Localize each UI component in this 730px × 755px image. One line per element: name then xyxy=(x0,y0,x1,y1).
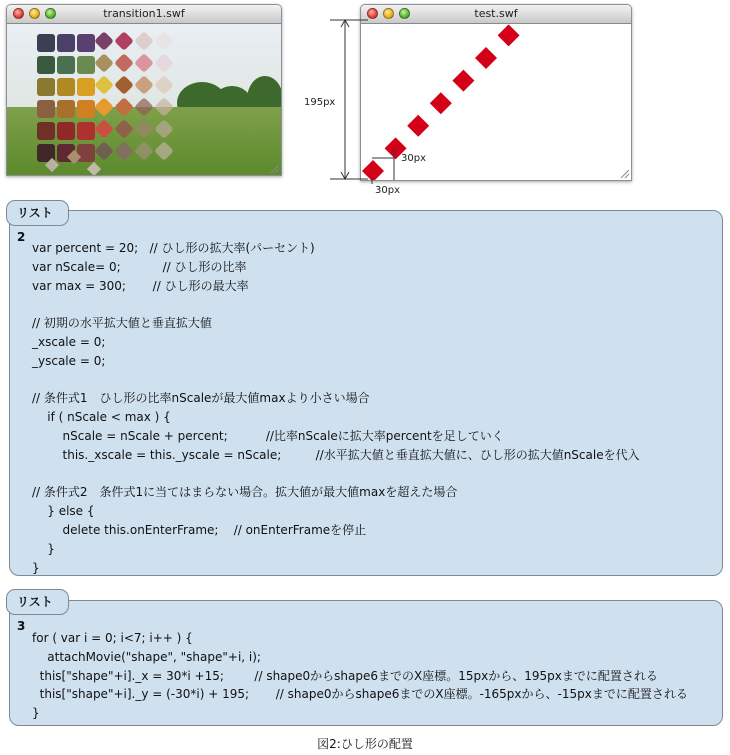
code-line xyxy=(32,465,640,484)
offset-x-label: 30px xyxy=(375,185,400,196)
figure-caption: 図2:ひし形の配置 xyxy=(317,737,413,751)
code-line: } xyxy=(32,541,55,556)
offset-y-label: 30px xyxy=(401,153,426,164)
code-line: delete this.onEnterFrame; // onEnterFrameを停止 xyxy=(32,522,367,537)
code-line: attachMovie("shape", "shape"+i, i); xyxy=(32,649,261,664)
list2-tab: リスト2 xyxy=(6,200,69,226)
list3-panel xyxy=(9,600,723,726)
list2-code xyxy=(32,239,640,577)
code-line: _yscale = 0; xyxy=(32,353,106,368)
code-line: this["shape"+i]._x = 30*i +15; // shape0からshape6までのX座標。15pxから、195pxまでに配置される xyxy=(32,668,658,683)
window-title: transition1.swf xyxy=(103,7,185,20)
code-line: nScale = nScale + percent; //比率nScaleに拡大率percentを足していく xyxy=(32,428,504,443)
code-line xyxy=(32,295,640,314)
code-line: this._xscale = this._yscale = nScale; //水平拡大値と垂直拡大値に、ひし形の拡大値nScaleを代入 xyxy=(32,447,640,462)
list2-panel xyxy=(9,210,723,576)
code-line: this["shape"+i]._y = (-30*i) + 195; // shape0からshape6までのX座標。-165pxから、-15pxまでに配置される xyxy=(32,687,688,702)
list3-code xyxy=(32,629,688,723)
code-line xyxy=(32,371,640,390)
list3-tab: リスト3 xyxy=(6,589,69,615)
code-line: var nScale= 0; // ひし形の比率 xyxy=(32,259,247,274)
code-line: // 条件式2 条件式1に当てはまらない場合。拡大値が最大値maxを超えた場合 xyxy=(32,485,458,500)
code-line: if ( nScale < max ) { xyxy=(32,410,171,425)
code-line: } else { xyxy=(32,504,95,519)
code-line: for ( var i = 0; i<7; i++ ) { xyxy=(32,631,193,645)
code-line: } xyxy=(32,706,40,721)
height-label: 195px xyxy=(304,97,336,108)
code-line: // 条件式1 ひし形の比率nScaleが最大値maxより小さい場合 xyxy=(32,391,370,406)
window-title: test.swf xyxy=(474,7,518,20)
code-line: var percent = 20; // ひし形の拡大率(パーセント) xyxy=(32,241,315,255)
code-line: var max = 300; // ひし形の最大率 xyxy=(32,278,249,293)
code-line: // 初期の水平拡大値と垂直拡大値 xyxy=(32,316,212,331)
code-line: _xscale = 0; xyxy=(32,334,106,349)
dimension-lines xyxy=(0,0,730,200)
code-line: } xyxy=(32,560,40,575)
